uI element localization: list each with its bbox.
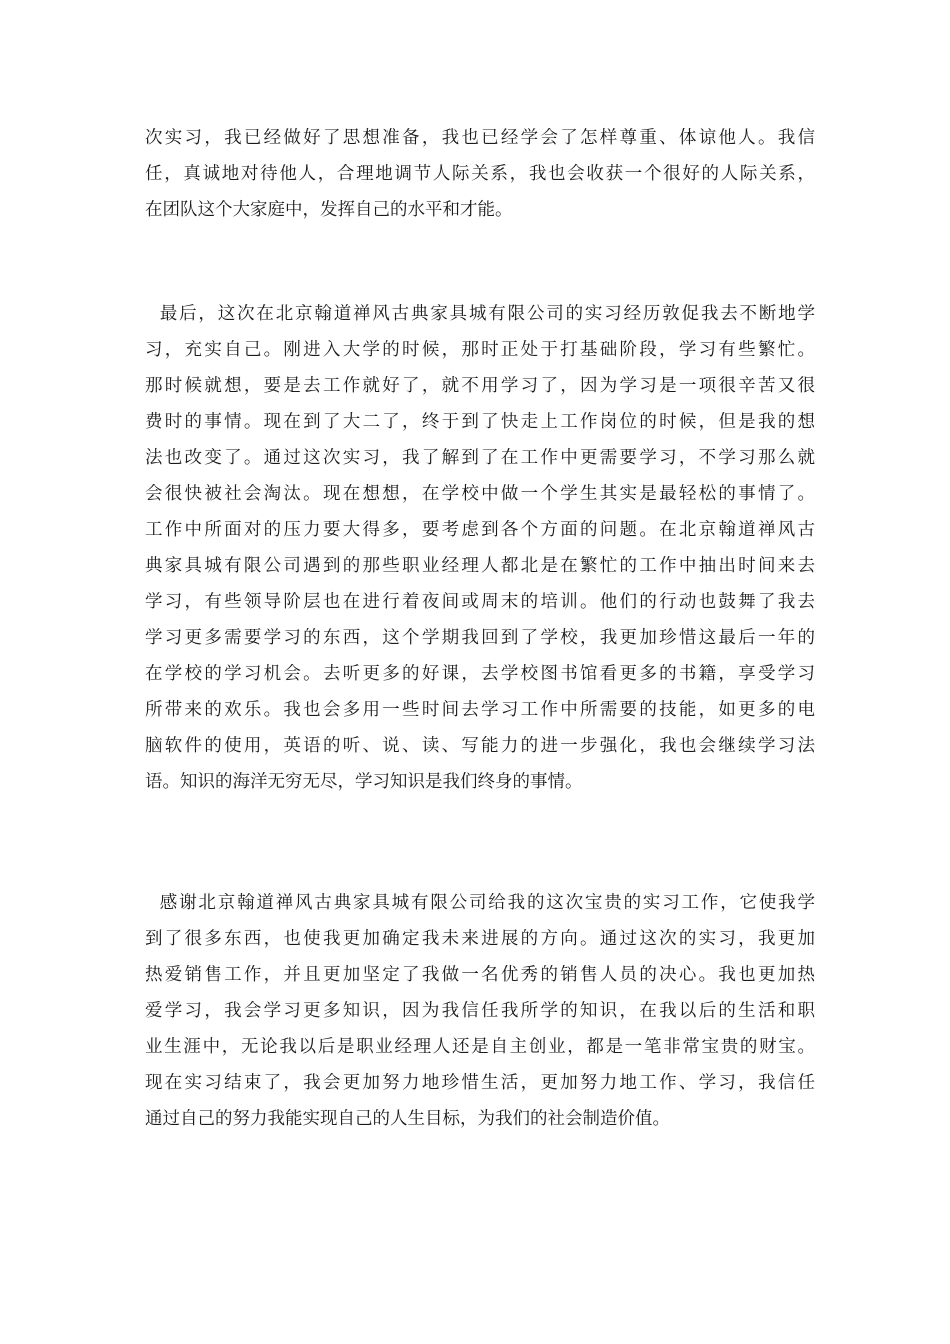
text-line: 现在实习结束了，我会更加努力地珍惜生活，更加努力地工作、学习，我信任 xyxy=(145,1073,815,1093)
text-line: 语。知识的海洋无穷无尽，学习知识是我们终身的事情。 xyxy=(145,772,583,792)
text-line: 工作中所面对的压力要大得多，要考虑到各个方面的问题。在北京翰道禅风古 xyxy=(145,520,815,540)
paragraph-1 xyxy=(145,120,815,228)
text-line: 到了很多东西，也使我更加确定我未来进展的方向。通过这次的实习，我更加 xyxy=(145,929,815,949)
text-line: 在学校的学习机会。去听更多的好课，去学校图书馆看更多的书籍，享受学习 xyxy=(145,664,815,684)
text-line: 在团队这个大家庭中，发挥自己的水平和才能。 xyxy=(145,200,513,220)
text-line: 会很快被社会淘汰。现在想想，在学校中做一个学生其实是最轻松的事情了。 xyxy=(145,484,815,504)
text-line: 任，真诚地对待他人，合理地调节人际关系，我也会收获一个很好的人际关系， xyxy=(145,164,815,184)
text-line: 爱学习，我会学习更多知识，因为我信任我所学的知识，在我以后的生活和职 xyxy=(145,1001,815,1021)
text-line: 典家具城有限公司遇到的那些职业经理人都北是在繁忙的工作中抽出时间来去 xyxy=(145,556,815,576)
text-line: 学习更多需要学习的东西，这个学期我回到了学校，我更加珍惜这最后一年的 xyxy=(145,628,815,648)
text-line: 热爱销售工作，并且更加坚定了我做一名优秀的销售人员的决心。我也更加热 xyxy=(145,965,815,985)
text-line: 脑软件的使用，英语的听、说、读、写能力的进一步强化，我也会继续学习法 xyxy=(145,736,815,756)
text-line: 最后，这次在北京翰道禅风古典家具城有限公司的实习经历敦促我去不断地学 xyxy=(145,304,815,324)
text-line: 法也改变了。通过这次实习，我了解到了在工作中更需要学习，不学习那么就 xyxy=(145,448,815,468)
text-line: 次实习，我已经做好了思想准备，我也已经学会了怎样尊重、体谅他人。我信 xyxy=(145,128,815,148)
text-line: 费时的事情。现在到了大二了，终于到了快走上工作岗位的时候，但是我的想 xyxy=(145,412,815,432)
text-line: 习，充实自己。刚进入大学的时候，那时正处于打基础阶段，学习有些繁忙。 xyxy=(145,340,815,360)
paragraph-3 xyxy=(145,885,815,1137)
text-line: 学习，有些领导阶层也在进行着夜间或周末的培训。他们的行动也鼓舞了我去 xyxy=(145,592,815,612)
text-line: 通过自己的努力我能实现自己的人生目标，为我们的社会制造价值。 xyxy=(145,1109,670,1129)
text-line: 那时候就想，要是去工作就好了，就不用学习了，因为学习是一项很辛苦又很 xyxy=(145,376,815,396)
paragraph-2 xyxy=(145,296,815,800)
text-line: 业生涯中，无论我以后是职业经理人还是自主创业，都是一笔非常宝贵的财宝。 xyxy=(145,1037,815,1057)
text-line: 所带来的欢乐。我也会多用一些时间去学习工作中所需要的技能，如更多的电 xyxy=(145,700,815,720)
text-line: 感谢北京翰道禅风古典家具城有限公司给我的这次宝贵的实习工作，它使我学 xyxy=(145,893,815,913)
